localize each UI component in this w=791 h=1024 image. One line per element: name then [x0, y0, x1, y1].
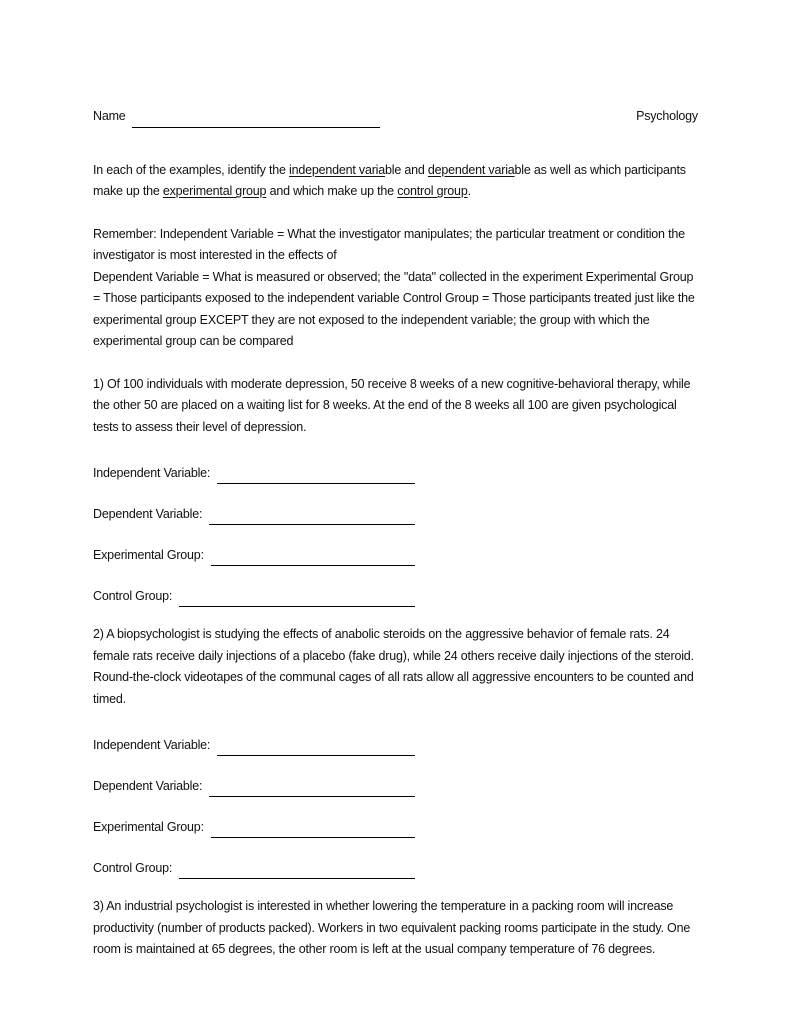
remember-line-1: Remember: Independent Variable = What the investigator manipulates; the particular treatment or condition the investigator is most interested in the effects of	[93, 226, 685, 262]
field-row-experimental-group	[93, 544, 415, 566]
underlined-term-independent-variable: independent varia	[289, 162, 385, 177]
underlined-term-control-group: control group	[397, 184, 468, 198]
question-1-paragraph: 1) Of 100 individuals with moderate depression, 50 receive 8 weeks of a new cognitive-behavioral therapy, while the other 50 are placed on a waiting list for 8 weeks. At the end of the 8 weeks all 100 are given psychological tests to assess their level of depression.	[93, 376, 691, 434]
field-label: Experimental Group:	[93, 819, 204, 834]
answer-blank	[179, 862, 415, 879]
question-2-paragraph: 2) A biopsychologist is studying the effects of anabolic steroids on the aggressive behavior of female rats. 24 female rats receive daily injections of a placebo (fake drug), while 24 others receive daily injections of the steroid. Round-the-clock videotapes of the communal cages of all rats allow all aggressive encounters to be counted and timed.	[93, 627, 694, 706]
intro-text: ble and	[384, 162, 428, 177]
field-label: Independent Variable:	[93, 465, 211, 480]
field-row-independent-variable	[93, 462, 415, 484]
name-line	[93, 106, 380, 128]
answer-blank	[211, 549, 415, 566]
intro-text: .	[467, 184, 471, 198]
field-label: Experimental Group:	[93, 547, 204, 562]
question-2-fields	[93, 734, 698, 879]
header	[93, 106, 698, 128]
intro-text: and which make up the	[266, 184, 398, 198]
question-1-fields	[93, 462, 698, 607]
name-blank	[132, 111, 380, 128]
question-3-paragraph: 3) An industrial psychologist is interested in whether lowering the temperature in a packing room will increase productivity (number of products packed). Workers in two equivalent packing rooms participate in the study. One room is maintained at 65 degrees, the other room is left at the usual company temperature of 76 degrees.	[93, 899, 691, 956]
field-row-control-group	[93, 585, 415, 607]
field-label: Dependent Variable:	[93, 778, 203, 793]
answer-blank	[209, 780, 415, 797]
underlined-term-dependent-variable: dependent varia	[427, 162, 515, 177]
field-label: Independent Variable:	[93, 737, 211, 752]
field-label: Control Group:	[93, 588, 173, 603]
field-label: Control Group:	[93, 860, 173, 875]
answer-blank	[179, 590, 415, 607]
underlined-term-experimental-group: experimental group	[162, 184, 267, 198]
name-label: Name	[93, 109, 126, 123]
field-row-dependent-variable	[93, 503, 415, 525]
intro-paragraph	[93, 160, 698, 203]
remember-line-2: Dependent Variable = What is measured or observed; the "data" collected in the experiment Experimental Group = Those participants exposed to the independent variable Control Group = Those participants treated just like the experimental group EXCEPT they are not exposed to the independent variable; the group with which the experimental group can be compared	[93, 269, 695, 348]
field-row-dependent-variable	[93, 775, 415, 797]
answer-blank	[211, 821, 415, 838]
remember-paragraph	[93, 224, 698, 353]
field-row-experimental-group	[93, 816, 415, 838]
answer-blank	[217, 467, 415, 484]
field-row-control-group	[93, 857, 415, 879]
course-label: Psychology	[636, 109, 698, 123]
intro-text: ble as well as which participants make up the	[93, 162, 686, 198]
field-row-independent-variable	[93, 734, 415, 756]
answer-blank	[217, 739, 415, 756]
intro-text: In each of the examples, identify the	[93, 162, 289, 177]
answer-blank	[209, 508, 415, 525]
field-label: Dependent Variable:	[93, 506, 203, 521]
